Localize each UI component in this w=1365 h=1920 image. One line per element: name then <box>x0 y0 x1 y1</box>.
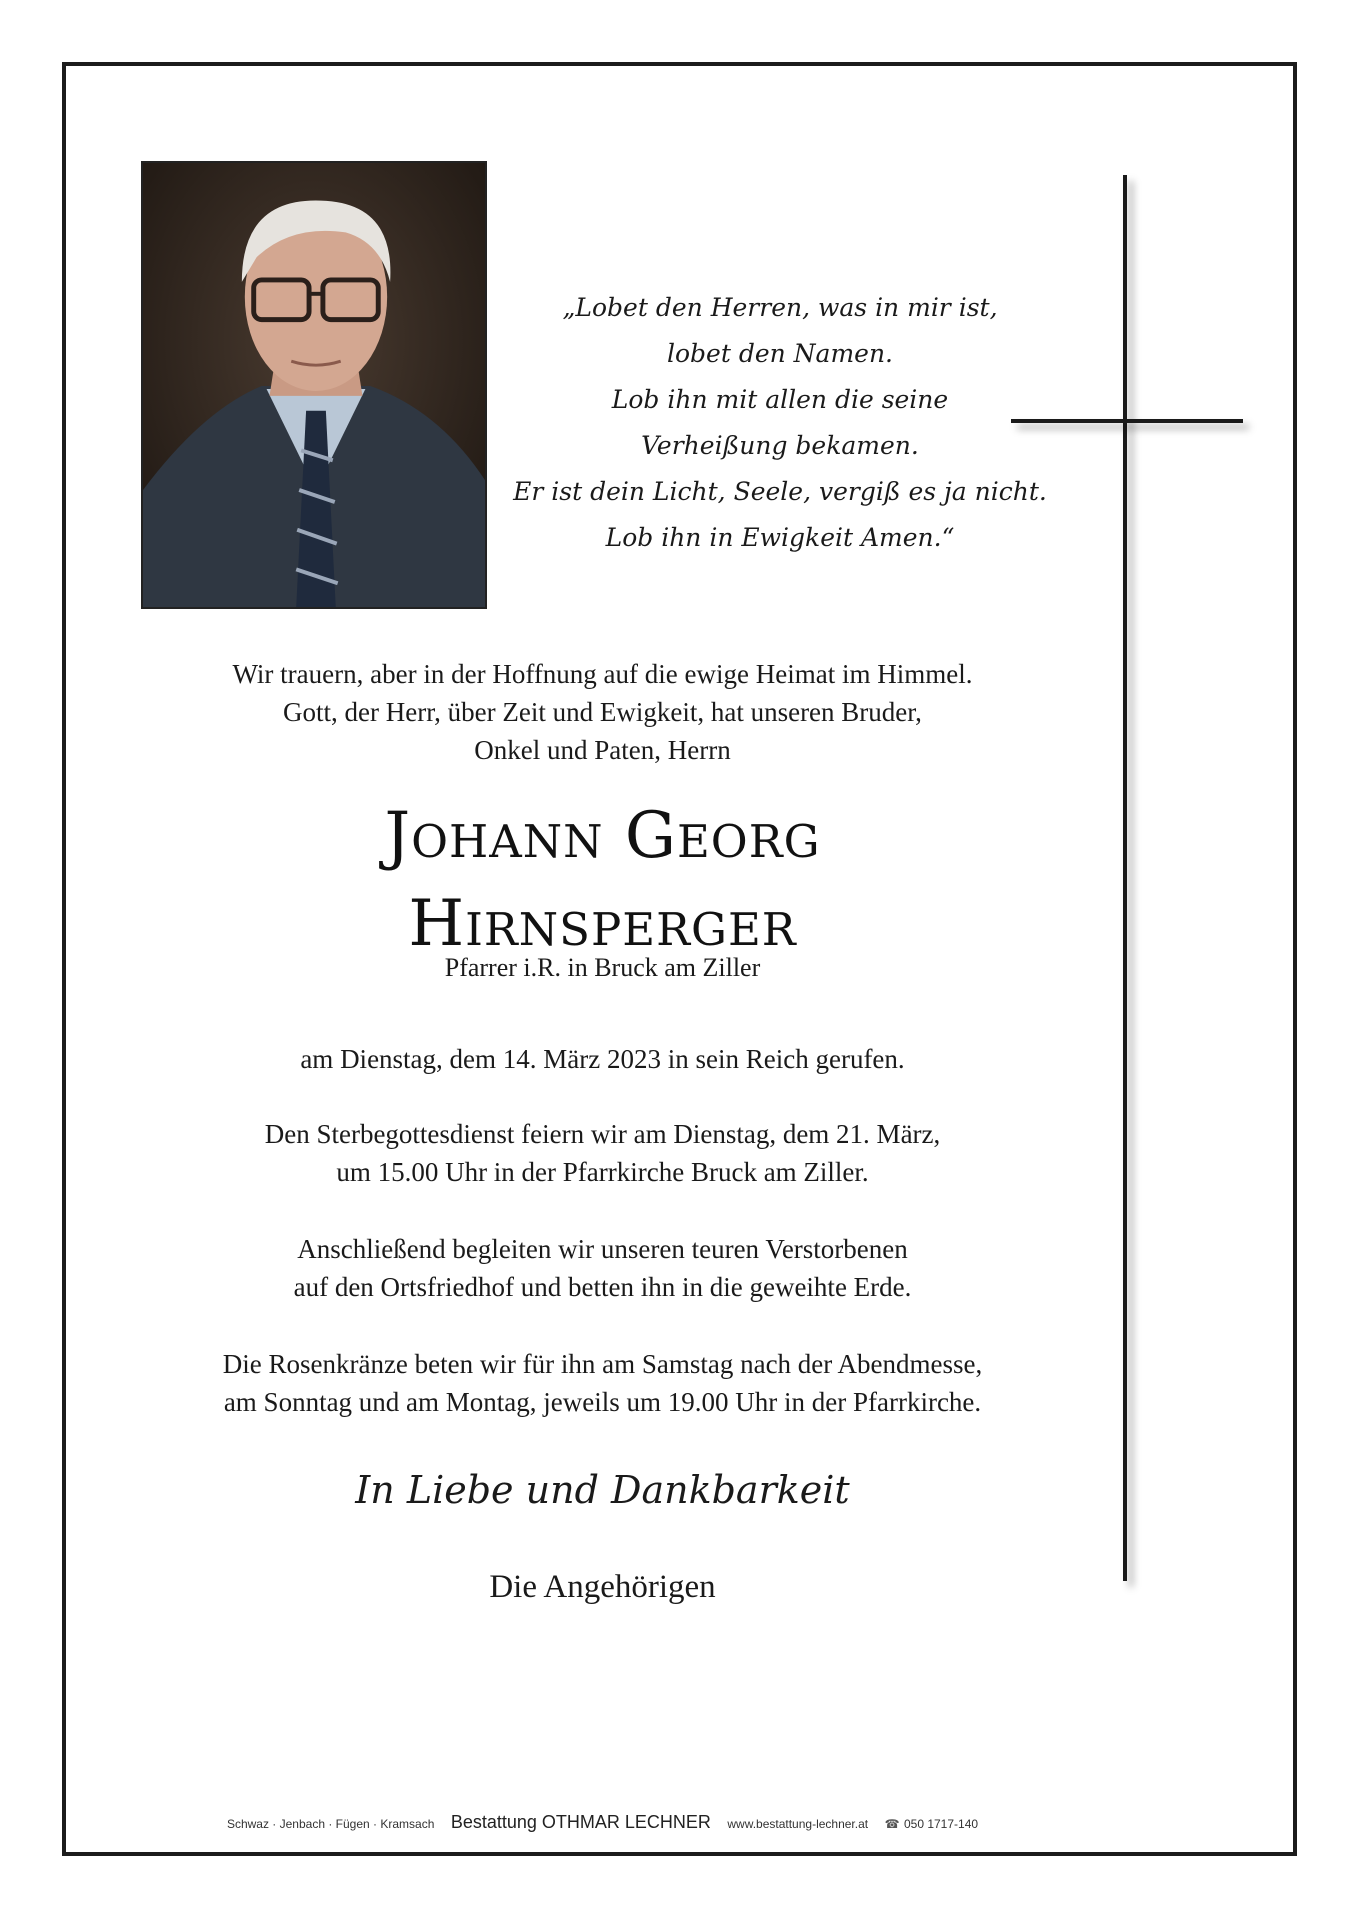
deceased-name <box>150 792 1055 968</box>
name-line-last: Hirnsperger <box>408 887 797 961</box>
quote-line: Lob ihn mit allen die seine <box>611 385 949 414</box>
footer-phone: 050 1717-140 <box>903 1817 979 1831</box>
intro-line: Gott, der Herr, über Zeit und Ewigkeit, hat unseren Bruder, <box>283 697 922 727</box>
quote-line: Verheißung bekamen. <box>641 431 919 460</box>
paragraph-funeral-service <box>150 1115 1055 1191</box>
paragraph-line: um 15.00 Uhr in der Pfarrkirche Bruck am Ziller. <box>336 1157 869 1187</box>
footer <box>150 1812 1055 1833</box>
paragraph-burial <box>150 1230 1055 1306</box>
footer-locations: Schwaz · Jenbach · Fügen · Kramsach <box>226 1817 435 1831</box>
cross-vertical-bar <box>1123 175 1127 1581</box>
quote-line: Lob ihn in Ewigkeit Amen.“ <box>605 523 955 552</box>
signature: Die Angehörigen <box>489 1569 716 1605</box>
quote-line: „Lobet den Herren, was in mir ist, <box>562 293 998 322</box>
telephone-icon: ☎ <box>884 1817 900 1831</box>
paragraph-line: am Sonntag und am Montag, jeweils um 19.00 Uhr in der Pfarrkirche. <box>223 1387 982 1417</box>
quote-line: lobet den Namen. <box>666 339 893 368</box>
footer-brand: Bestattung OTHMAR LECHNER <box>450 1812 711 1832</box>
paragraph-line: Die Rosenkränze beten wir für ihn am Samstag nach der Abendmesse, <box>222 1349 983 1379</box>
portrait-photo <box>141 161 487 609</box>
closing-phrase: In Liebe und Dankbarkeit <box>355 1468 850 1512</box>
paragraph-line: Den Sterbegottesdienst feiern wir am Dienstag, dem 21. März, <box>264 1119 941 1149</box>
intro-text <box>150 655 1055 769</box>
paragraph-death-date <box>150 1040 1055 1078</box>
footer-website: www.bestattung-lechner.at <box>727 1817 869 1831</box>
quote-line: Er ist dein Licht, Seele, vergiß es ja nicht. <box>513 477 1047 506</box>
deceased-title: Pfarrer i.R. in Bruck am Ziller <box>444 953 761 982</box>
intro-line: Onkel und Paten, Herrn <box>474 735 731 765</box>
paragraph-line: Anschließend begleiten wir unseren teuren Verstorbenen <box>297 1234 908 1264</box>
paragraph-line: am Dienstag, dem 14. März 2023 in sein Reich gerufen. <box>300 1044 905 1074</box>
bible-quote <box>500 285 1060 561</box>
paragraph-line: auf den Ortsfriedhof und betten ihn in die geweihte Erde. <box>293 1272 912 1302</box>
paragraph-rosary <box>150 1345 1055 1421</box>
intro-line: Wir trauern, aber in der Hoffnung auf die ewige Heimat im Himmel. <box>232 659 973 689</box>
name-line-first: Johann Georg <box>384 799 821 873</box>
